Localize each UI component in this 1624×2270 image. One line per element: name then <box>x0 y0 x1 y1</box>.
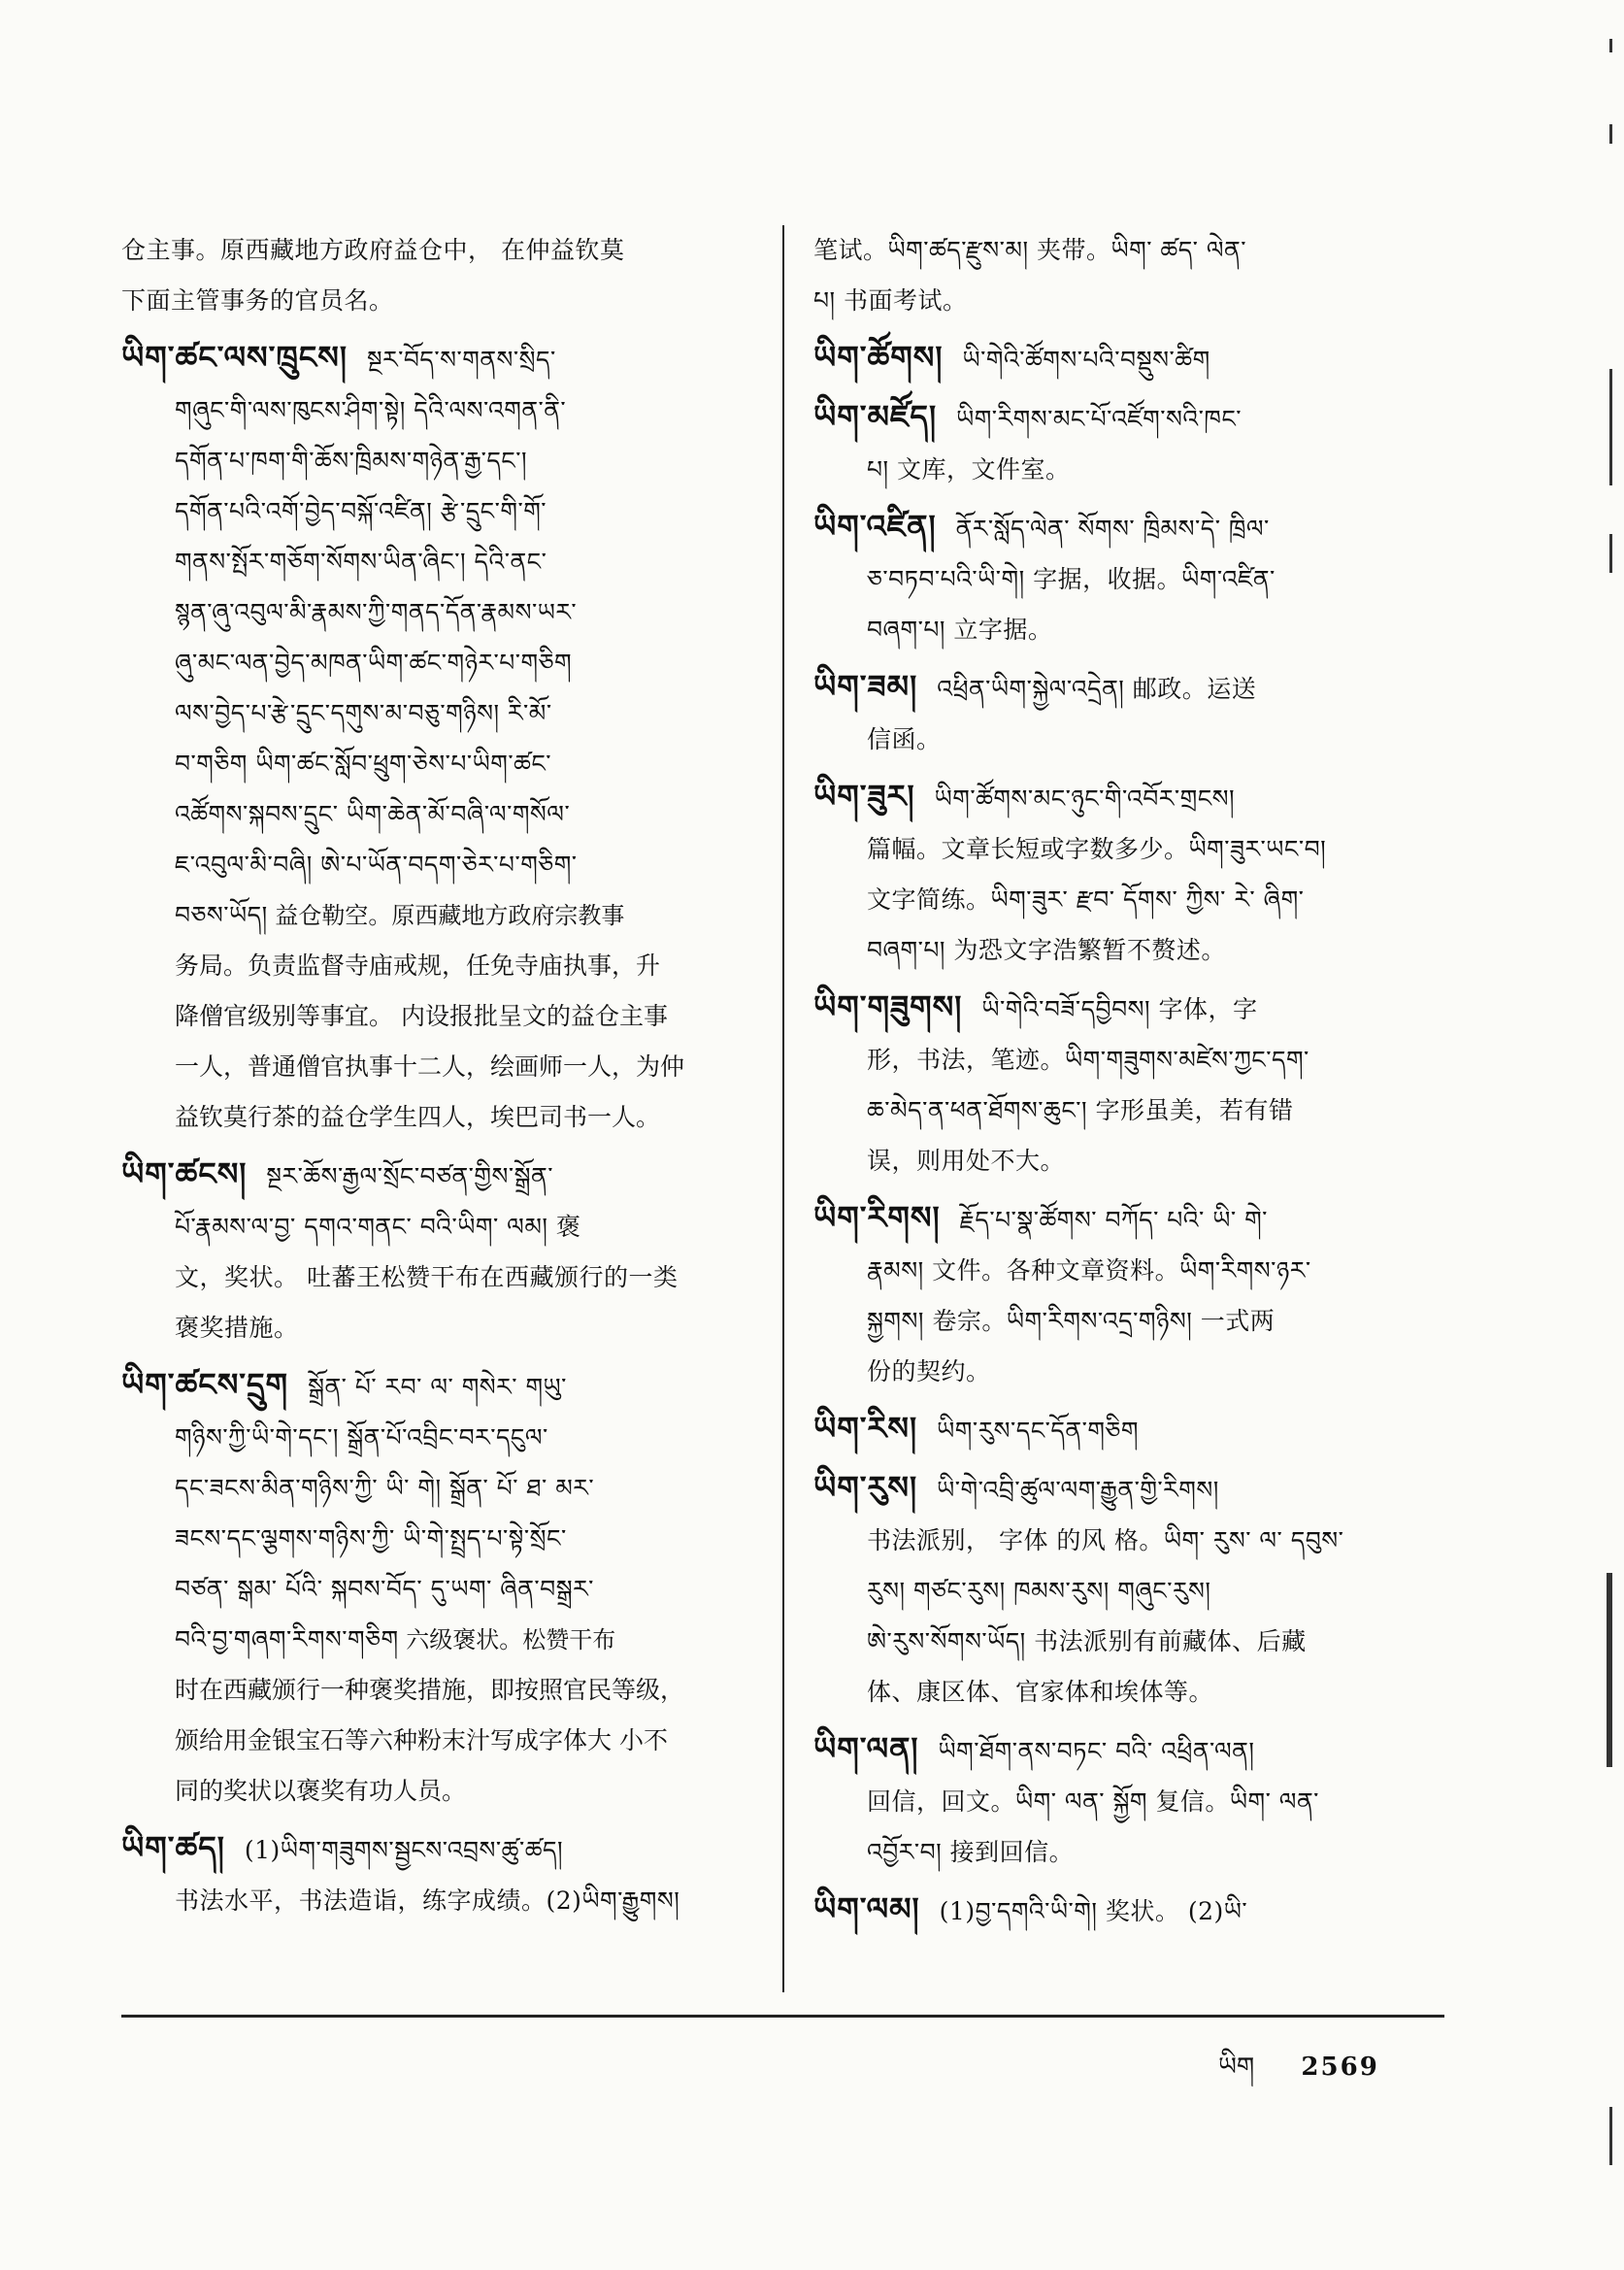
entry-text: 文字简练。ཡིག་ཟུར་ རྫབ་ དོགས་ ཀྱིས་ རེ་ ཞིག་ <box>867 885 1305 914</box>
entry-headword: ཡིག་ལམ། <box>813 1890 920 1927</box>
entry-text: 褒奖措施。 <box>175 1314 299 1342</box>
entry-line <box>813 1347 1444 1397</box>
entry-headword: ཡིག་མཛོད། <box>813 398 938 435</box>
entry-text: བཅས་ཡོད། <box>175 901 268 929</box>
entry-text: གནས་སྤོར་གཅོག་སོགས་ཡིན་ཞིང་། དེའི་ནང་ <box>175 548 547 576</box>
entry-line <box>813 1516 1444 1566</box>
entry-text: པ། 文库，文件室。 <box>867 455 1071 484</box>
entry-text: 仓主事。原西藏地方政府益仓中， 在仲益钦莫 <box>121 236 625 264</box>
dictionary-entry <box>813 332 1444 385</box>
dictionary-entry <box>121 225 752 326</box>
dictionary-entry <box>813 391 1444 495</box>
entry-text: ཡིག་ཚོགས་མང་ཉུང་གི་འབོར་གྲངས། <box>934 784 1236 813</box>
entry-text: དང་ཟངས་མིན་གཉིས་ཀྱི་ ཡི་ གེ། སྒྲོན་ པོ་ ཐ་ མར་ <box>175 1474 595 1502</box>
entry-headword: ཡིག་ལན། <box>813 1730 919 1767</box>
entry-line <box>813 554 1444 605</box>
entry-text: གཞུང་གི་ལས་ཁུངས་ཤིག་སྟེ། དེའི་ལས་འགན་ནི་ <box>175 396 567 424</box>
entry-text: (1)ཡིག་གཟུགས་སྦྱངས་འབྲས་ཚུ་ཚད། <box>244 1836 564 1864</box>
entry-text: བཙན་ སྒམ་ པོའི་ སྐབས་བོད་ དུ་ཡག་ ཞིན་བསྒྲར་ <box>175 1575 594 1603</box>
entry-line <box>121 789 752 840</box>
dictionary-entry <box>121 1359 752 1817</box>
entry-text: དགོན་པ་ཁག་གི་ཆོས་ཁྲིམས་གཉེན་རྒྱ་དང་། <box>175 447 528 475</box>
entry-headword: ཡིག་ཟམ། <box>813 668 918 705</box>
dictionary-entry <box>121 332 752 1143</box>
entry-line <box>813 1884 1444 1937</box>
entry-line <box>121 436 752 486</box>
entry-text: 书法派别， 字体 的风 格。ཡིག་ རུས་ ལ་ དབུས་ <box>867 1526 1344 1554</box>
entry-translation-line: 时在西藏颁行一种褒奖措施，即按照官民等级， <box>175 1676 685 1704</box>
entry-headword: ཡིག་གཟུགས། <box>813 988 963 1025</box>
entry-line <box>121 1514 752 1564</box>
entry-line <box>121 638 752 688</box>
dictionary-entry <box>813 1884 1444 1937</box>
entry-text: 形，书法，笔迹。ཡིག་གཟུགས་མཛེས་ཀྱང་དག་ <box>867 1046 1309 1074</box>
entry-text: གཉིས་ཀྱི་ཡི་གེ་དང་། སྒྲོན་པོ་འབྲིང་བར་དངུལ་ <box>175 1423 548 1452</box>
entry-line <box>813 332 1444 385</box>
entry-line <box>813 1566 1444 1617</box>
entry-line <box>121 276 752 326</box>
entry-line <box>813 1403 1444 1456</box>
entry-headword: ཡིག་རིགས། <box>813 1199 941 1236</box>
entry-text: འབྱོར་བ། 接到回信。 <box>867 1838 1075 1866</box>
entry-line <box>813 925 1444 976</box>
dictionary-entry <box>813 1723 1444 1878</box>
entry-headword: ཡིག་རིས། <box>813 1410 918 1447</box>
entry-text: 文，奖状。 吐蕃王松赞干布在西藏颁行的一类 <box>175 1263 679 1291</box>
entry-text: 篇幅。文章长短或字数多少。ཡིག་ཟུར་ཡང་བ། <box>867 835 1327 863</box>
entry-translation-line: 一人，普通僧官执事十二人，绘画师一人，为仲 <box>175 1052 685 1081</box>
entry-text: 下面主管事务的官员名。 <box>121 286 394 315</box>
entry-line <box>813 875 1444 925</box>
entry-text: རྣམས། 文件。各种文章资料。ཡིག་རིགས་ཉར་ <box>867 1256 1311 1285</box>
entry-line <box>813 1296 1444 1347</box>
entry-text: འཕྲིན་ཡིག་སྐྱེལ་འདྲེན། 邮政。运送 <box>937 675 1257 703</box>
entry-text: ཡི་གེའི་བཟོ་དབྱིབས། 字体，字 <box>981 995 1258 1023</box>
entry-translation-line: 降僧官级别等事宜。 内设报批呈文的益仓主事 <box>175 1002 668 1030</box>
entry-line <box>121 587 752 638</box>
entry-text: བཞག་པ། 立字据。 <box>867 616 1053 644</box>
entry-line <box>121 537 752 587</box>
entry-text: ལས་བྱེད་པ་རྩེ་དྲུང་དགུས་མ་བཅུ་གཉིས། རི་མོ་ <box>175 699 552 727</box>
dictionary-entry <box>813 1403 1444 1456</box>
entry-text: ཅ་བཏབ་པའི་ཡི་གེ། 字据，收据。ཡིག་འཛིན་ <box>867 565 1276 593</box>
dictionary-entry <box>813 501 1444 655</box>
entry-text: 信函。 <box>867 725 942 753</box>
entry-line <box>813 824 1444 875</box>
entry-text: བ་གཅིག ཡིག་ཚང་སློབ་ཕྲུག་ཅེས་པ་ཡིག་ཚང་ <box>175 750 552 778</box>
entry-text: བའི་བྱ་གཞག་རིགས་གཅིག <box>175 1625 399 1653</box>
entry-line <box>813 391 1444 445</box>
entry-line <box>813 225 1444 276</box>
running-head: ཡིག <box>1218 2053 1255 2082</box>
entry-translation-line: 益钦莫行茶的益仓学生四人，埃巴司书一人。 <box>175 1103 661 1131</box>
entry-text: ཡིག་རུས་དང་དོན་གཅིག <box>937 1417 1139 1445</box>
dictionary-entry <box>813 225 1444 326</box>
entry-line <box>121 1202 752 1252</box>
entry-line <box>121 688 752 739</box>
entry-translation-line: 颁给用金银宝石等六种粉末汁写成字体大 小不 <box>175 1726 668 1754</box>
entry-text: ཡིག་ཐོག་ནས་བཏང་ བའི་ འཕྲིན་ལན། <box>938 1737 1255 1765</box>
entry-line <box>121 225 752 276</box>
entry-line <box>813 1667 1444 1718</box>
entry-text: ཟངས་དང་ལྕགས་གཉིས་ཀྱི་ ཡི་གེ་སྤྲད་པ་སྟེ་སྲོང་ <box>175 1524 567 1552</box>
entry-line <box>121 890 752 941</box>
entry-text: ཨེ་རུས་སོགས་ཡོད། 书法派别有前藏体、后藏 <box>867 1627 1307 1655</box>
entry-line <box>813 982 1444 1035</box>
entry-line <box>813 605 1444 655</box>
entry-translation-line: 务局。负责监督寺庙戒规，任免寺庙执事，升 <box>175 951 661 980</box>
entry-line <box>813 1136 1444 1186</box>
right-column <box>813 225 1444 1943</box>
entry-line <box>121 1149 752 1202</box>
entry-line <box>121 1876 752 1926</box>
entry-text: སྐྱགས། 卷宗。ཡིག་རིགས་འདྲ་གཉིས། 一式两 <box>867 1307 1276 1335</box>
entry-text: 笔试。ཡིག་ཚད་རྫུས་མ། 夹带。ཡིག་ ཚད་ ལེན་ <box>813 236 1246 264</box>
entry-text: ནོར་སློད་ལེན་ སོགས་ ཁྲིམས་དེ་ ཁྲིལ་ <box>955 515 1270 543</box>
dictionary-entry <box>121 1822 752 1926</box>
entry-headword: ཡིག་ཚད། <box>121 1829 225 1866</box>
entry-line <box>813 1462 1444 1516</box>
entry-line <box>813 276 1444 326</box>
dictionary-entry <box>813 1462 1444 1718</box>
entry-line <box>121 1359 752 1413</box>
entry-line <box>813 1723 1444 1777</box>
column-divider <box>782 225 784 1992</box>
entry-headword: ཡིག་རུས། <box>813 1469 918 1506</box>
entry-text: པོ་རྣམས་ལ་བྱ་ དགའ་གནང་ བའི་ཡིག་ ལམ། 褒 <box>175 1213 581 1241</box>
page-footer <box>1218 2039 1379 2110</box>
entry-line <box>121 739 752 789</box>
entry-line <box>813 1246 1444 1296</box>
entry-translation: 六级褒状。松赞干布 <box>398 1626 616 1653</box>
scan-edge-marks <box>1585 39 1624 2175</box>
entry-text: རུས། གཙང་རུས། ཁམས་རུས། གཞུང་རུས། <box>867 1577 1211 1605</box>
entry-line <box>121 840 752 890</box>
dictionary-entry <box>813 771 1444 976</box>
entry-text: (1)བྱ་དགའི་ཡི་གེ། 奖状。 (2)ཡི་ <box>939 1897 1248 1925</box>
entry-text: ཆ་མེད་ན་ཕན་ཐོགས་ཆུང་། 字形虽美，若有错 <box>867 1096 1294 1124</box>
entry-text: ཇ་འབུལ་མི་བཞི། ཨེ་པ་ཡོན་བདག་ཅེར་པ་གཅིག་ <box>175 851 578 879</box>
entry-line <box>121 1463 752 1514</box>
entry-line <box>121 1413 752 1463</box>
entry-line <box>813 501 1444 554</box>
entry-line <box>813 1192 1444 1246</box>
entry-line <box>813 1777 1444 1827</box>
left-column <box>121 225 752 1932</box>
entry-headword: ཡིག་ཟུར། <box>813 778 915 815</box>
entry-line <box>121 1252 752 1303</box>
entry-line <box>121 486 752 537</box>
entry-text: ཞུ་མང་ལན་བྱེད་མཁན་ཡིག་ཚང་གཉེར་པ་གཅིག <box>175 649 573 677</box>
entry-headword: ཡིག་ཚང་ལས་ཁྲུངས། <box>121 339 348 376</box>
entry-text: 回信，回文。ཡིག་ ལན་ སྐྱོག 复信。ཡིག་ ལན་ <box>867 1787 1319 1816</box>
entry-line <box>813 661 1444 715</box>
entry-translation-line: 同的奖状以褒奖有功人员。 <box>175 1777 467 1805</box>
footer-rule <box>121 2015 1444 2018</box>
entry-line <box>813 1035 1444 1085</box>
entry-text: ཡི་གེའི་ཚོགས་པའི་བསྡུས་ཚིག <box>962 346 1210 374</box>
entry-text: བཞག་པ། 为恐文字浩繁暂不赘述。 <box>867 936 1226 964</box>
entry-text: ཡིག་རིགས་མང་པོ་འཛོག་སའི་ཁང་ <box>956 405 1243 433</box>
entry-line <box>813 1827 1444 1878</box>
entry-line <box>813 1617 1444 1667</box>
entry-text: སྔར་བོད་ས་གནས་སྲིད་ <box>366 346 556 374</box>
entry-line <box>121 1822 752 1876</box>
entry-text: འཚོགས་སྐབས་དྲུང་ ཡིག་ཆེན་མོ་བཞི་ལ་གསོལ་ <box>175 800 571 828</box>
entry-line <box>121 1303 752 1353</box>
entry-line <box>121 1564 752 1615</box>
entry-text: དགོན་པའི་འགོ་བྱེད་བསྐོ་འཛིན། རྩེ་དྲུང་གི་གོ་ <box>175 497 547 525</box>
entry-line <box>121 332 752 385</box>
entry-text: 体、康区体、官家体和埃体等。 <box>867 1678 1214 1706</box>
entry-headword: ཡིག་འཛིན། <box>813 508 937 545</box>
entry-line <box>121 1615 752 1665</box>
entry-translation: 益仓勒空。原西藏地方政府宗教事 <box>267 902 625 929</box>
entry-text: སྒྲོན་ པོ་ རབ་ ལ་ གསེར་ གཡུ་ <box>308 1373 567 1401</box>
entry-line <box>121 385 752 436</box>
dictionary-entry <box>813 661 1444 765</box>
dictionary-entry <box>813 1192 1444 1397</box>
entry-headword: ཡིག་ཚངས། <box>121 1155 248 1192</box>
entry-text: 误，则用处不大。 <box>867 1147 1066 1175</box>
entry-text: རྗོད་པ་སྣ་ཚོགས་ བཀོད་ པའི་ ཡི་ གེ་ <box>959 1206 1268 1234</box>
page-number: 2569 <box>1301 2053 1379 2082</box>
entry-line <box>813 445 1444 495</box>
entry-line <box>813 715 1444 765</box>
entry-text: སྙན་ཞུ་འབུལ་མི་རྣམས་ཀྱི་གནད་དོན་རྣམས་ཡར་ <box>175 598 578 626</box>
entry-headword: ཡིག་ཚངས་དྲུག <box>121 1366 289 1403</box>
entry-headword: ཡིག་ཚོགས། <box>813 339 944 376</box>
entry-text: 书法水平，书法造诣，练字成绩。(2)ཡིག་རྒྱུགས། <box>175 1886 680 1915</box>
entry-text: སྔར་ཆོས་རྒྱལ་སྲོང་བཙན་གྱིས་སྒྲོན་ <box>266 1162 553 1190</box>
entry-line <box>813 771 1444 824</box>
entry-text: པ། 书面考试。 <box>813 286 968 315</box>
entry-text: ཡི་གེ་འབྲི་ཚུལ་ལག་རྒྱུན་གྱི་རིགས། <box>937 1476 1219 1504</box>
entry-text: 份的契约。 <box>867 1357 991 1385</box>
dictionary-entry <box>121 1149 752 1353</box>
entry-line <box>813 1085 1444 1136</box>
dictionary-entry <box>813 982 1444 1186</box>
